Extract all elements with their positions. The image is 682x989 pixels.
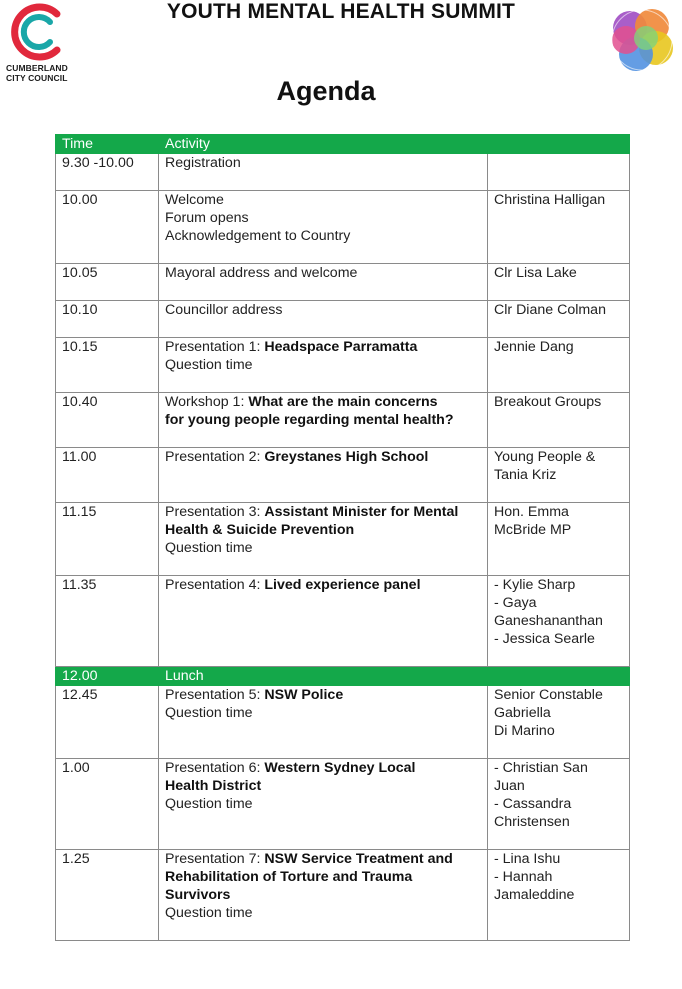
table-row: [56, 301, 630, 338]
presenter-line: Di Marino: [494, 723, 555, 739]
table-row: [56, 154, 630, 191]
table-header-row: [56, 135, 630, 154]
activity-line: [165, 154, 481, 172]
presenter-line: Christensen: [494, 814, 570, 830]
time-cell: 9.30 -10.00: [56, 154, 159, 191]
activity-text: Presentation 5:: [165, 687, 265, 703]
activity-text: Question time: [165, 540, 253, 556]
table-row: [56, 503, 630, 576]
activity-cell: [159, 154, 488, 191]
table-row: [56, 264, 630, 301]
presenter-cell: [488, 264, 630, 301]
header-time: Time: [56, 135, 159, 154]
presenter-cell: [488, 448, 630, 503]
activity-line: [165, 576, 481, 594]
presenter-line: Breakout Groups: [494, 394, 602, 410]
activity-text: Workshop 1:: [165, 394, 249, 410]
lunch-time: 12.00: [56, 667, 159, 686]
presenter-line: - Kylie Sharp: [494, 577, 576, 593]
activity-text: Presentation 3:: [165, 504, 265, 520]
lunch-presenter: [488, 667, 630, 686]
activity-highlight: Assistant Minister for Mental: [264, 504, 459, 520]
header-activity: Activity: [159, 135, 488, 154]
summit-badge-icon: [606, 4, 676, 74]
presenter-line: Christina Halligan: [494, 192, 606, 208]
presenter-cell: [488, 850, 630, 941]
activity-text: Acknowledgement to Country: [165, 228, 351, 244]
activity-line: [165, 795, 481, 813]
activity-cell: [159, 448, 488, 503]
activity-line: [165, 704, 481, 722]
activity-line: [165, 448, 481, 466]
presenter-line: Gabriella: [494, 705, 551, 721]
activity-line: [165, 777, 481, 795]
activity-text: Councillor address: [165, 302, 283, 318]
presenter-cell: [488, 393, 630, 448]
presenter-line: Hon. Emma: [494, 504, 569, 520]
activity-highlight: Lived experience panel: [264, 577, 421, 593]
summit-title: YOUTH MENTAL HEALTH SUMMIT: [166, 0, 516, 23]
activity-text: Question time: [165, 705, 253, 721]
presenter-cell: [488, 154, 630, 191]
activity-text: Presentation 6:: [165, 760, 265, 776]
table-row: [56, 686, 630, 759]
activity-cell: [159, 503, 488, 576]
presenter-cell: [488, 503, 630, 576]
activity-cell: [159, 393, 488, 448]
header-presenter: [488, 135, 630, 154]
activity-cell: [159, 576, 488, 667]
time-cell: 11.15: [56, 503, 159, 576]
activity-highlight: What are the main concerns: [248, 394, 438, 410]
presenter-line: Senior Constable: [494, 687, 603, 703]
time-cell: 10.40: [56, 393, 159, 448]
activity-line: [165, 686, 481, 704]
presenter-line: - Cassandra: [494, 796, 572, 812]
time-cell: 10.10: [56, 301, 159, 338]
activity-highlight: Western Sydney Local: [264, 760, 416, 776]
presenter-cell: [488, 301, 630, 338]
activity-highlight: Health & Suicide Prevention: [165, 522, 355, 538]
time-cell: 11.35: [56, 576, 159, 667]
table-row: [56, 576, 630, 667]
activity-line: [165, 356, 481, 374]
presenter-line: - Christian San: [494, 760, 588, 776]
time-cell: 10.05: [56, 264, 159, 301]
time-cell: 10.15: [56, 338, 159, 393]
presenter-cell: [488, 338, 630, 393]
activity-text: Presentation 4:: [165, 577, 265, 593]
time-cell: 1.00: [56, 759, 159, 850]
lunch-label: Lunch: [159, 667, 488, 686]
presenter-line: - Gaya: [494, 595, 537, 611]
presenter-line: Clr Diane Colman: [494, 302, 606, 318]
activity-line: [165, 539, 481, 557]
activity-line: [165, 904, 481, 922]
activity-text: Registration: [165, 155, 241, 171]
activity-text: Presentation 1:: [165, 339, 265, 355]
agenda-title: Agenda: [276, 76, 376, 106]
time-cell: 10.00: [56, 191, 159, 264]
presenter-line: - Hannah: [494, 869, 553, 885]
presenter-cell: [488, 191, 630, 264]
table-row: [56, 448, 630, 503]
activity-line: [165, 338, 481, 356]
activity-highlight: for young people regarding mental health?: [165, 412, 454, 428]
activity-line: [165, 393, 481, 411]
presenter-line: Clr Lisa Lake: [494, 265, 577, 281]
presenter-line: Juan: [494, 778, 525, 794]
presenter-line: Jennie Dang: [494, 339, 574, 355]
presenter-line: McBride MP: [494, 522, 572, 538]
activity-highlight: Headspace Parramatta: [264, 339, 418, 355]
activity-highlight: Greystanes High School: [264, 449, 429, 465]
activity-line: [165, 759, 481, 777]
time-cell: 11.00: [56, 448, 159, 503]
activity-highlight: Survivors: [165, 887, 231, 903]
table-row: [56, 191, 630, 264]
org-line-1: CUMBERLAND: [6, 63, 68, 73]
activity-line: [165, 850, 481, 868]
activity-cell: [159, 301, 488, 338]
activity-highlight: Rehabilitation of Torture and Trauma: [165, 869, 413, 885]
presenter-line: Young People &: [494, 449, 596, 465]
activity-line: [165, 209, 481, 227]
presenter-cell: [488, 686, 630, 759]
activity-cell: [159, 759, 488, 850]
activity-text: Presentation 7:: [165, 851, 265, 867]
agenda-table-body: [56, 135, 630, 941]
activity-line: [165, 868, 481, 886]
activity-highlight: NSW Police: [264, 687, 344, 703]
activity-line: [165, 411, 481, 429]
activity-text: Question time: [165, 905, 253, 921]
presenter-line: Jamaleddine: [494, 887, 575, 903]
table-row: [56, 393, 630, 448]
activity-line: [165, 886, 481, 904]
presenter-line: Ganeshananthan: [494, 613, 603, 629]
activity-highlight: Health District: [165, 778, 262, 794]
activity-line: [165, 227, 481, 245]
activity-text: Question time: [165, 796, 253, 812]
lunch-row: [56, 667, 630, 686]
org-line-2: CITY COUNCIL: [6, 73, 68, 83]
activity-text: Forum opens: [165, 210, 249, 226]
activity-cell: [159, 686, 488, 759]
summit-badge: [606, 4, 676, 74]
activity-line: [165, 503, 481, 521]
activity-cell: [159, 850, 488, 941]
activity-cell: [159, 264, 488, 301]
agenda-table: [55, 134, 630, 941]
activity-cell: [159, 191, 488, 264]
presenter-cell: [488, 759, 630, 850]
activity-line: [165, 301, 481, 319]
activity-line: [165, 264, 481, 282]
activity-line: [165, 521, 481, 539]
presenter-line: Tania Kriz: [494, 467, 557, 483]
activity-cell: [159, 338, 488, 393]
activity-text: Mayoral address and welcome: [165, 265, 358, 281]
presenter-cell: [488, 576, 630, 667]
activity-line: [165, 191, 481, 209]
table-row: [56, 338, 630, 393]
table-row: [56, 850, 630, 941]
presenter-line: - Jessica Searle: [494, 631, 595, 647]
activity-text: Question time: [165, 357, 253, 373]
activity-highlight: NSW Service Treatment and: [264, 851, 453, 867]
presenter-line: - Lina Ishu: [494, 851, 561, 867]
time-cell: 1.25: [56, 850, 159, 941]
table-row: [56, 759, 630, 850]
time-cell: 12.45: [56, 686, 159, 759]
activity-text: Welcome: [165, 192, 224, 208]
activity-text: Presentation 2:: [165, 449, 265, 465]
